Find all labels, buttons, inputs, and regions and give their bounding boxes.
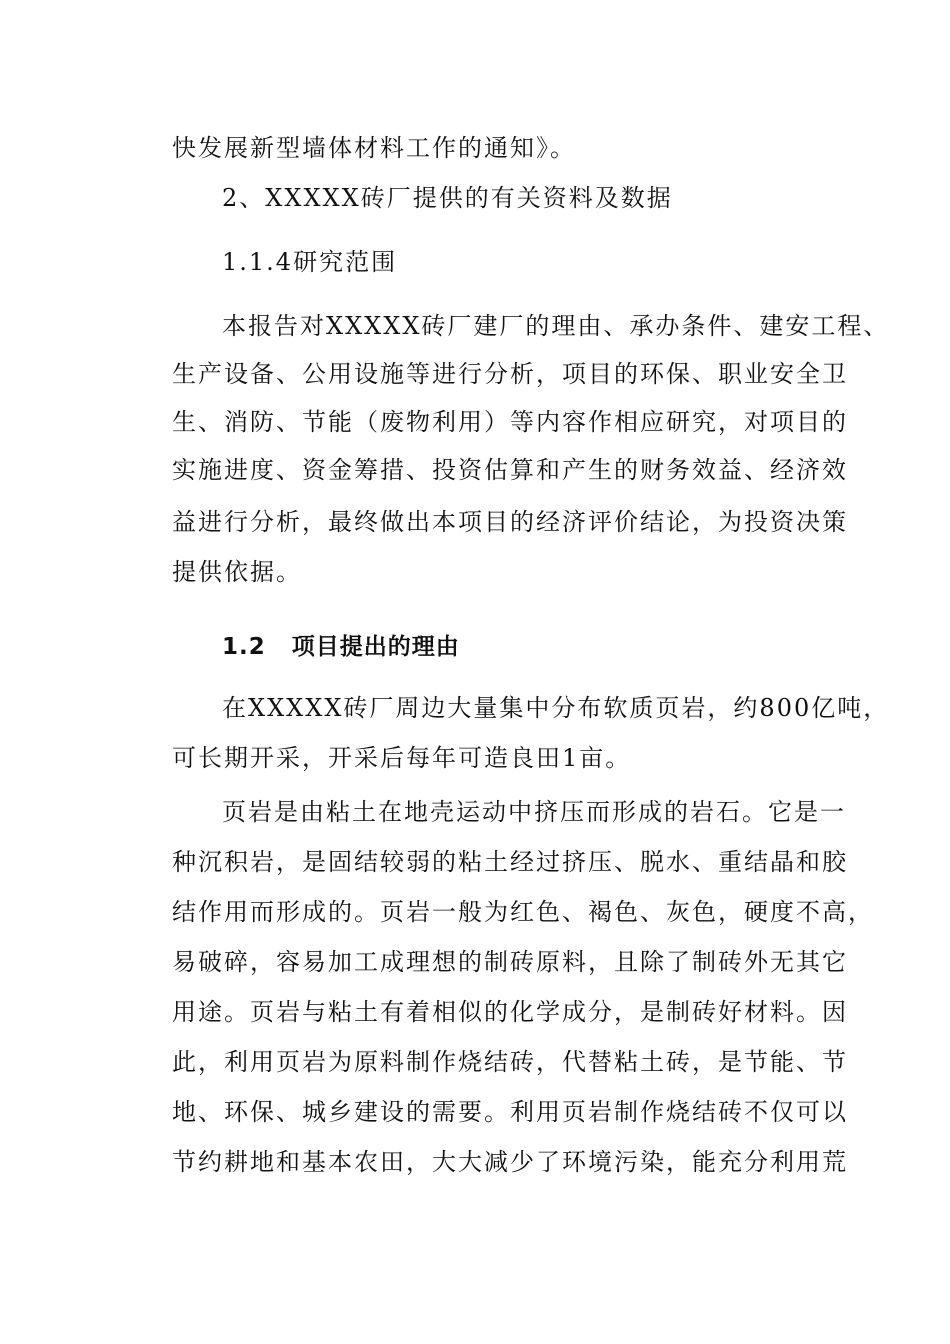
text-line: 种沉积岩，是固结较弱的粘土经过挤压、脱水、重结晶和胶 (172, 848, 848, 876)
text-line: 提供依据。 (172, 558, 302, 586)
text-line: 益进行分析，最终做出本项目的经济评价结论，为投资决策 (172, 508, 848, 536)
text-line: 易破碎，容易加工成理想的制砖原料，且除了制砖外无其它 (172, 948, 848, 976)
section-heading (222, 630, 460, 664)
text-line: 节约耕地和基本农田，大大减少了环境污染，能充分利用荒 (172, 1148, 848, 1176)
text-line: 生、消防、节能（废物利用）等内容作相应研究，对项目的 (172, 408, 848, 436)
text-line: 页岩是由粘土在地壳运动中挤压而形成的岩石。它是一 (222, 798, 846, 826)
text-line: 地、环保、城乡建设的需要。利用页岩制作烧结砖不仅可以 (172, 1098, 848, 1126)
section-number: 1.2 (222, 634, 266, 660)
text-line: 本报告对XXXXX砖厂建厂的理由、承办条件、建安工程、 (222, 312, 890, 340)
text-line: 2、XXXXX砖厂提供的有关资料及数据 (222, 184, 673, 212)
text-line: 可长期开采，开采后每年可造良田1亩。 (172, 744, 632, 772)
text-line: 在XXXXX砖厂周边大量集中分布软质页岩，约800亿吨， (222, 694, 890, 722)
subsection-heading: 1.1.4研究范围 (222, 248, 398, 276)
text-line: 实施进度、资金筹措、投资估算和产生的财务效益、经济效 (172, 456, 848, 484)
text-line: 生产设备、公用设施等进行分析，项目的环保、职业安全卫 (172, 360, 848, 388)
section-title: 项目提出的理由 (291, 634, 460, 660)
text-line: 结作用而形成的。页岩一般为红色、褐色、灰色，硬度不高， (172, 898, 874, 926)
text-line: 快发展新型墙体材料工作的通知》。 (172, 134, 576, 162)
text-line: 此，利用页岩为原料制作烧结砖，代替粘土砖，是节能、节 (172, 1048, 848, 1076)
text-line: 用途。页岩与粘土有着相似的化学成分，是制砖好材料。因 (172, 998, 848, 1026)
